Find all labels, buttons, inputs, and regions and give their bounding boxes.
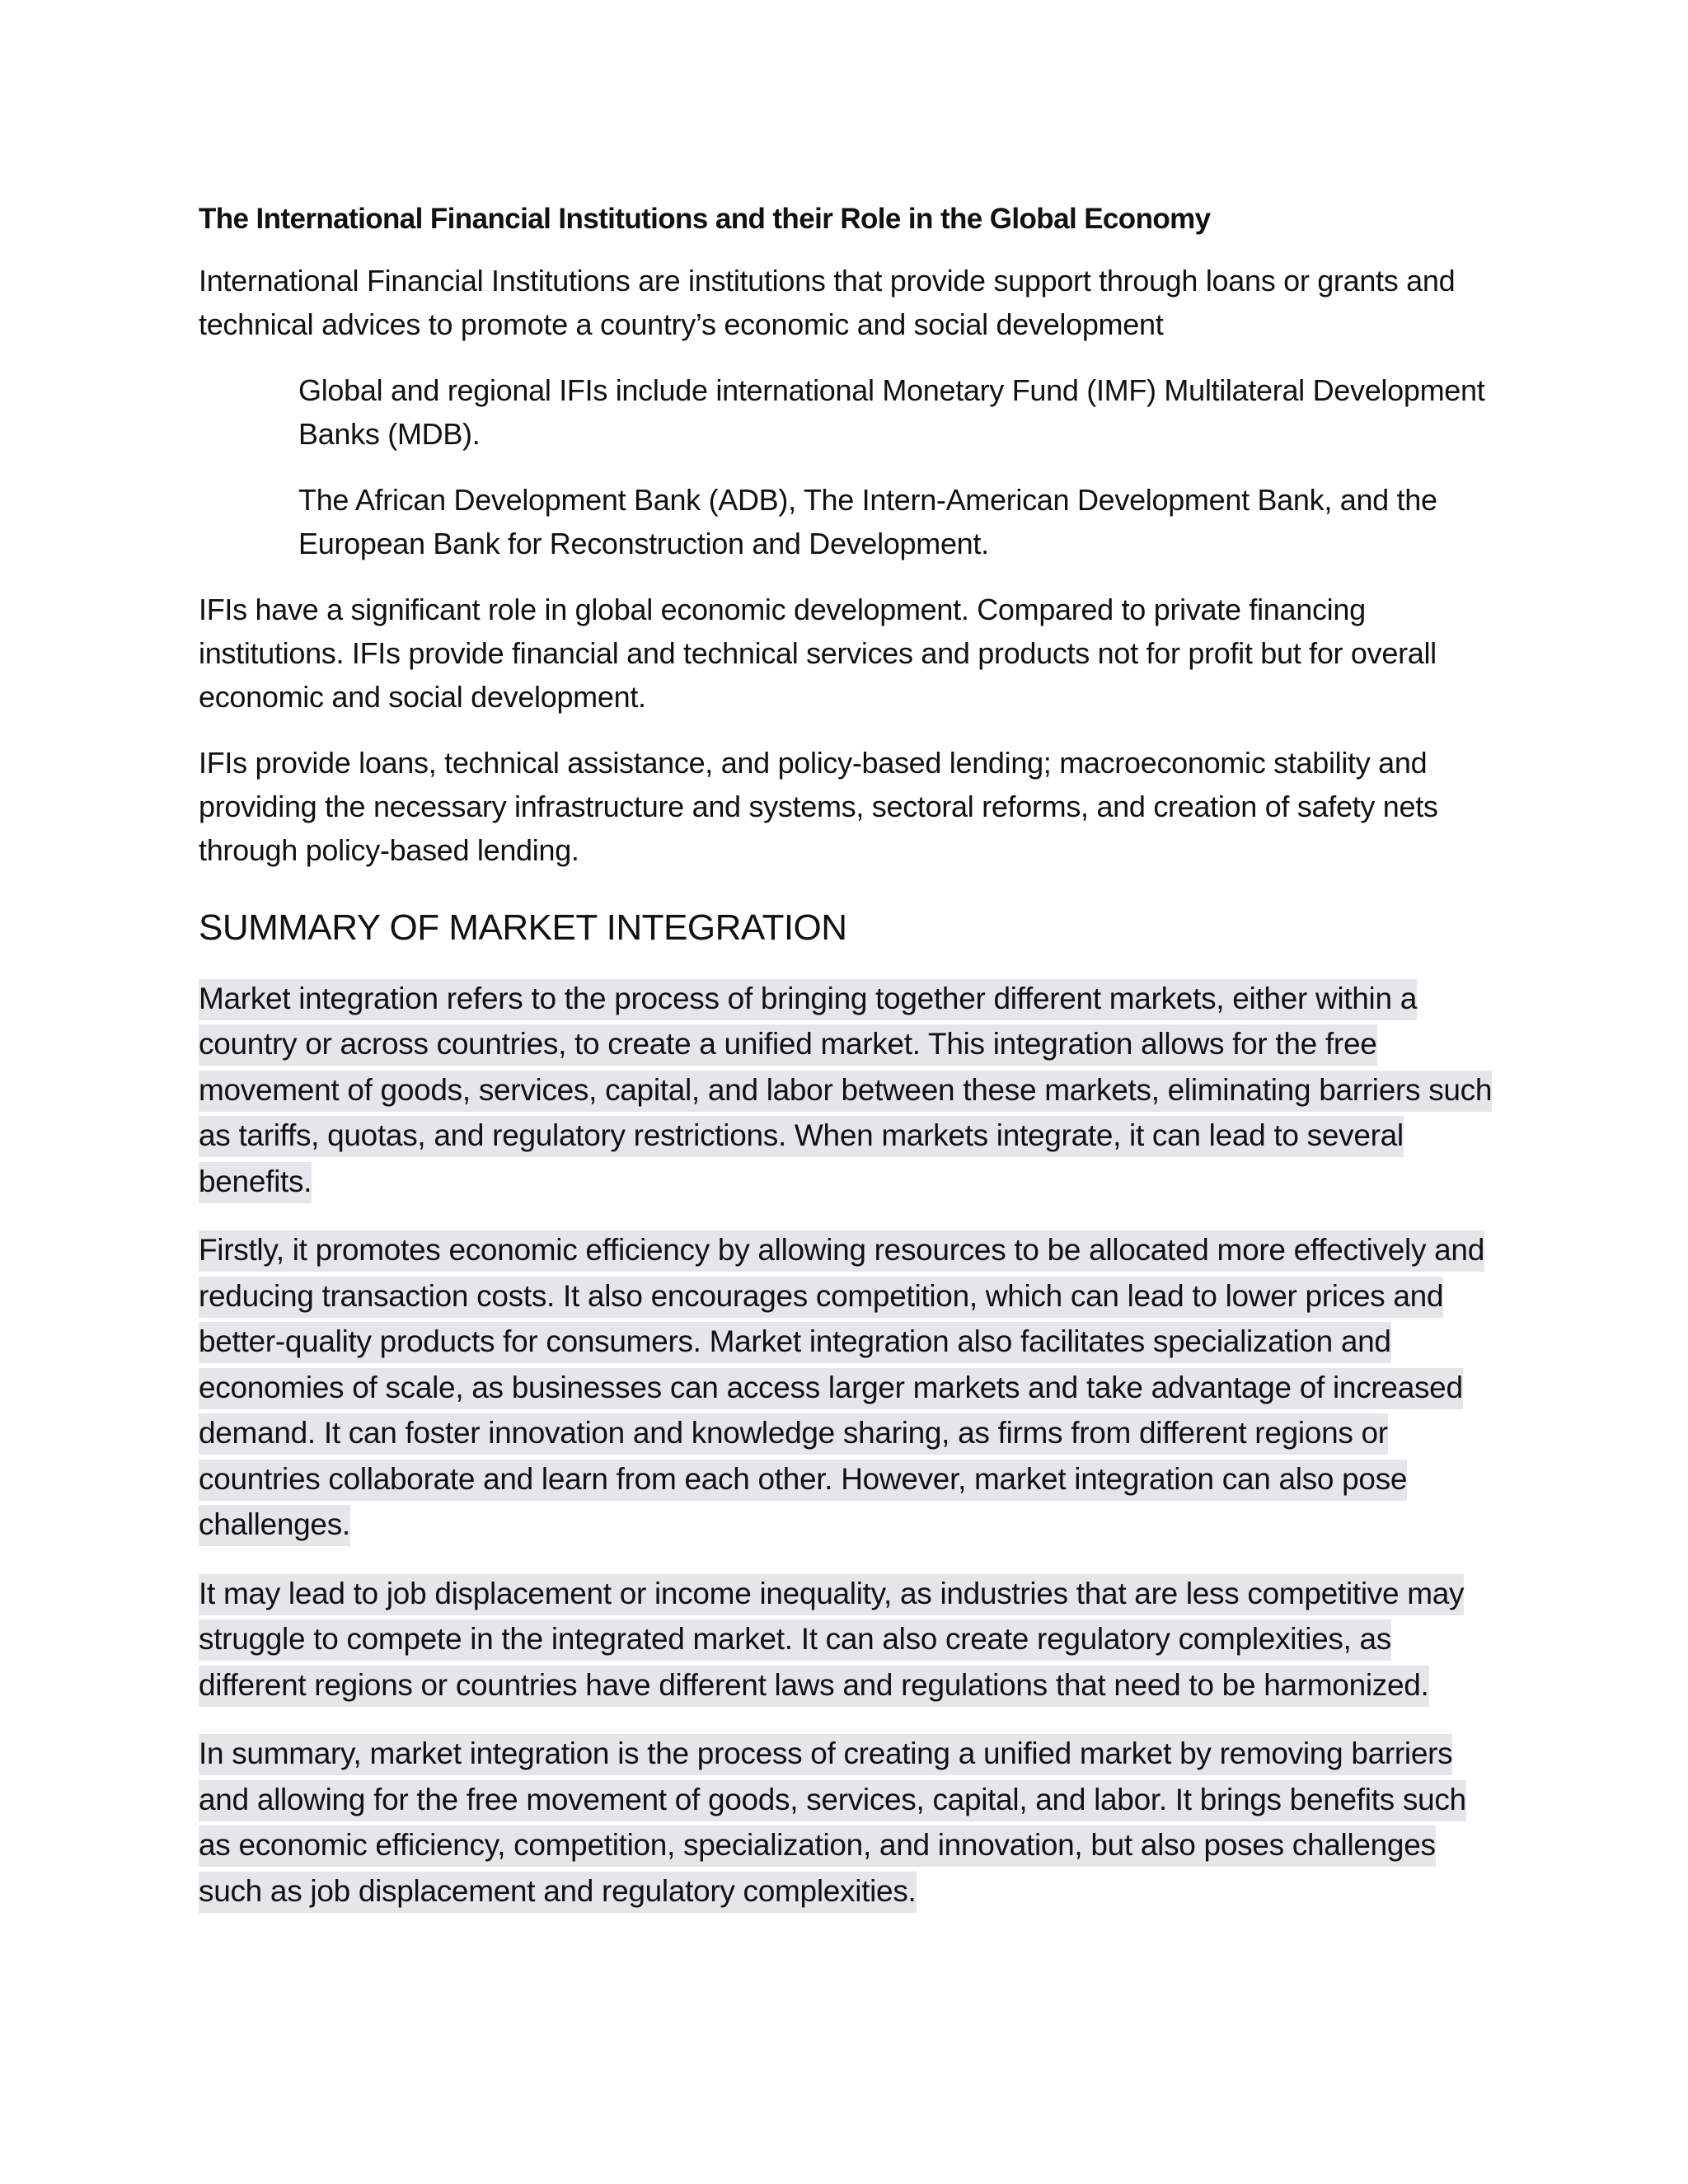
intro-paragraph: International Financial Institutions are institutions that provide support through loans or grants and technical advices to promote a country’s economic and social development [199,263,1456,341]
highlighted-text[interactable]: Market integration refers to the process of bringing together different markets, either within a country or across countries, to create a unified market. This integration allows for the free movement of goods, services, capital, and labor between these markets, eliminating barriers such as tariffs, quotas, and regulatory restrictions. When markets integrate, it can lead to several benefits. [199,979,1492,1203]
body-paragraph-ifi-role: IFIs have a significant role in global economic development. Compared to private financing institutions. IFIs provide financial and technical services and products not for profit but for overall economic and social development. [199,592,1437,714]
section-heading: SUMMARY OF MARKET INTEGRATION [199,907,847,948]
highlighted-paragraph-summary [199,1731,1496,1914]
highlighted-paragraph-definition [199,976,1496,1205]
highlighted-paragraph-benefits [199,1227,1496,1548]
indented-paragraph-global-ifis: Global and regional IFIs include international Monetary Fund (IMF) Multilateral Development Banks (MDB). [298,373,1485,451]
body-paragraph-ifi-services: IFIs provide loans, technical assistance, and policy-based lending; macroeconomic stability and providing the necessary infrastructure and systems, sectoral reforms, and creation of safety nets through policy-based lending. [199,745,1438,867]
document-body [199,201,1496,1937]
highlighted-text[interactable]: Firstly, it promotes economic efficiency by allowing resources to be allocated more effectively and reducing transaction costs. It also encourages competition, which can lead to lower prices and better-quality products for consumers. Market integration also facilitates specialization and economies of scale, as businesses can access larger markets and take advantage of increased demand. It can foster innovation and knowledge sharing, as firms from different regions or countries collaborate and learn from each other. However, market integration can also pose challenges. [199,1230,1484,1546]
highlighted-paragraph-challenges [199,1571,1496,1708]
highlighted-text[interactable]: In summary, market integration is the process of creating a unified market by removing barriers and allowing for the free movement of goods, services, capital, and labor. It brings benefits such as economic efficiency, competition, specialization, and innovation, but also poses challenges such as job displacement and regulatory complexities. [199,1734,1466,1913]
highlighted-text[interactable]: It may lead to job displacement or income inequality, as industries that are less competitive may struggle to compete in the integrated market. It can also create regulatory complexities, as different regions or countries have different laws and regulations that need to be harmonized. [199,1574,1464,1707]
indented-paragraph-regional-banks: The African Development Bank (ADB), The Intern-American Development Bank, and the European Bank for Reconstruction and Development. [298,482,1437,560]
document-title: The International Financial Institutions and their Role in the Global Economy [199,203,1211,235]
